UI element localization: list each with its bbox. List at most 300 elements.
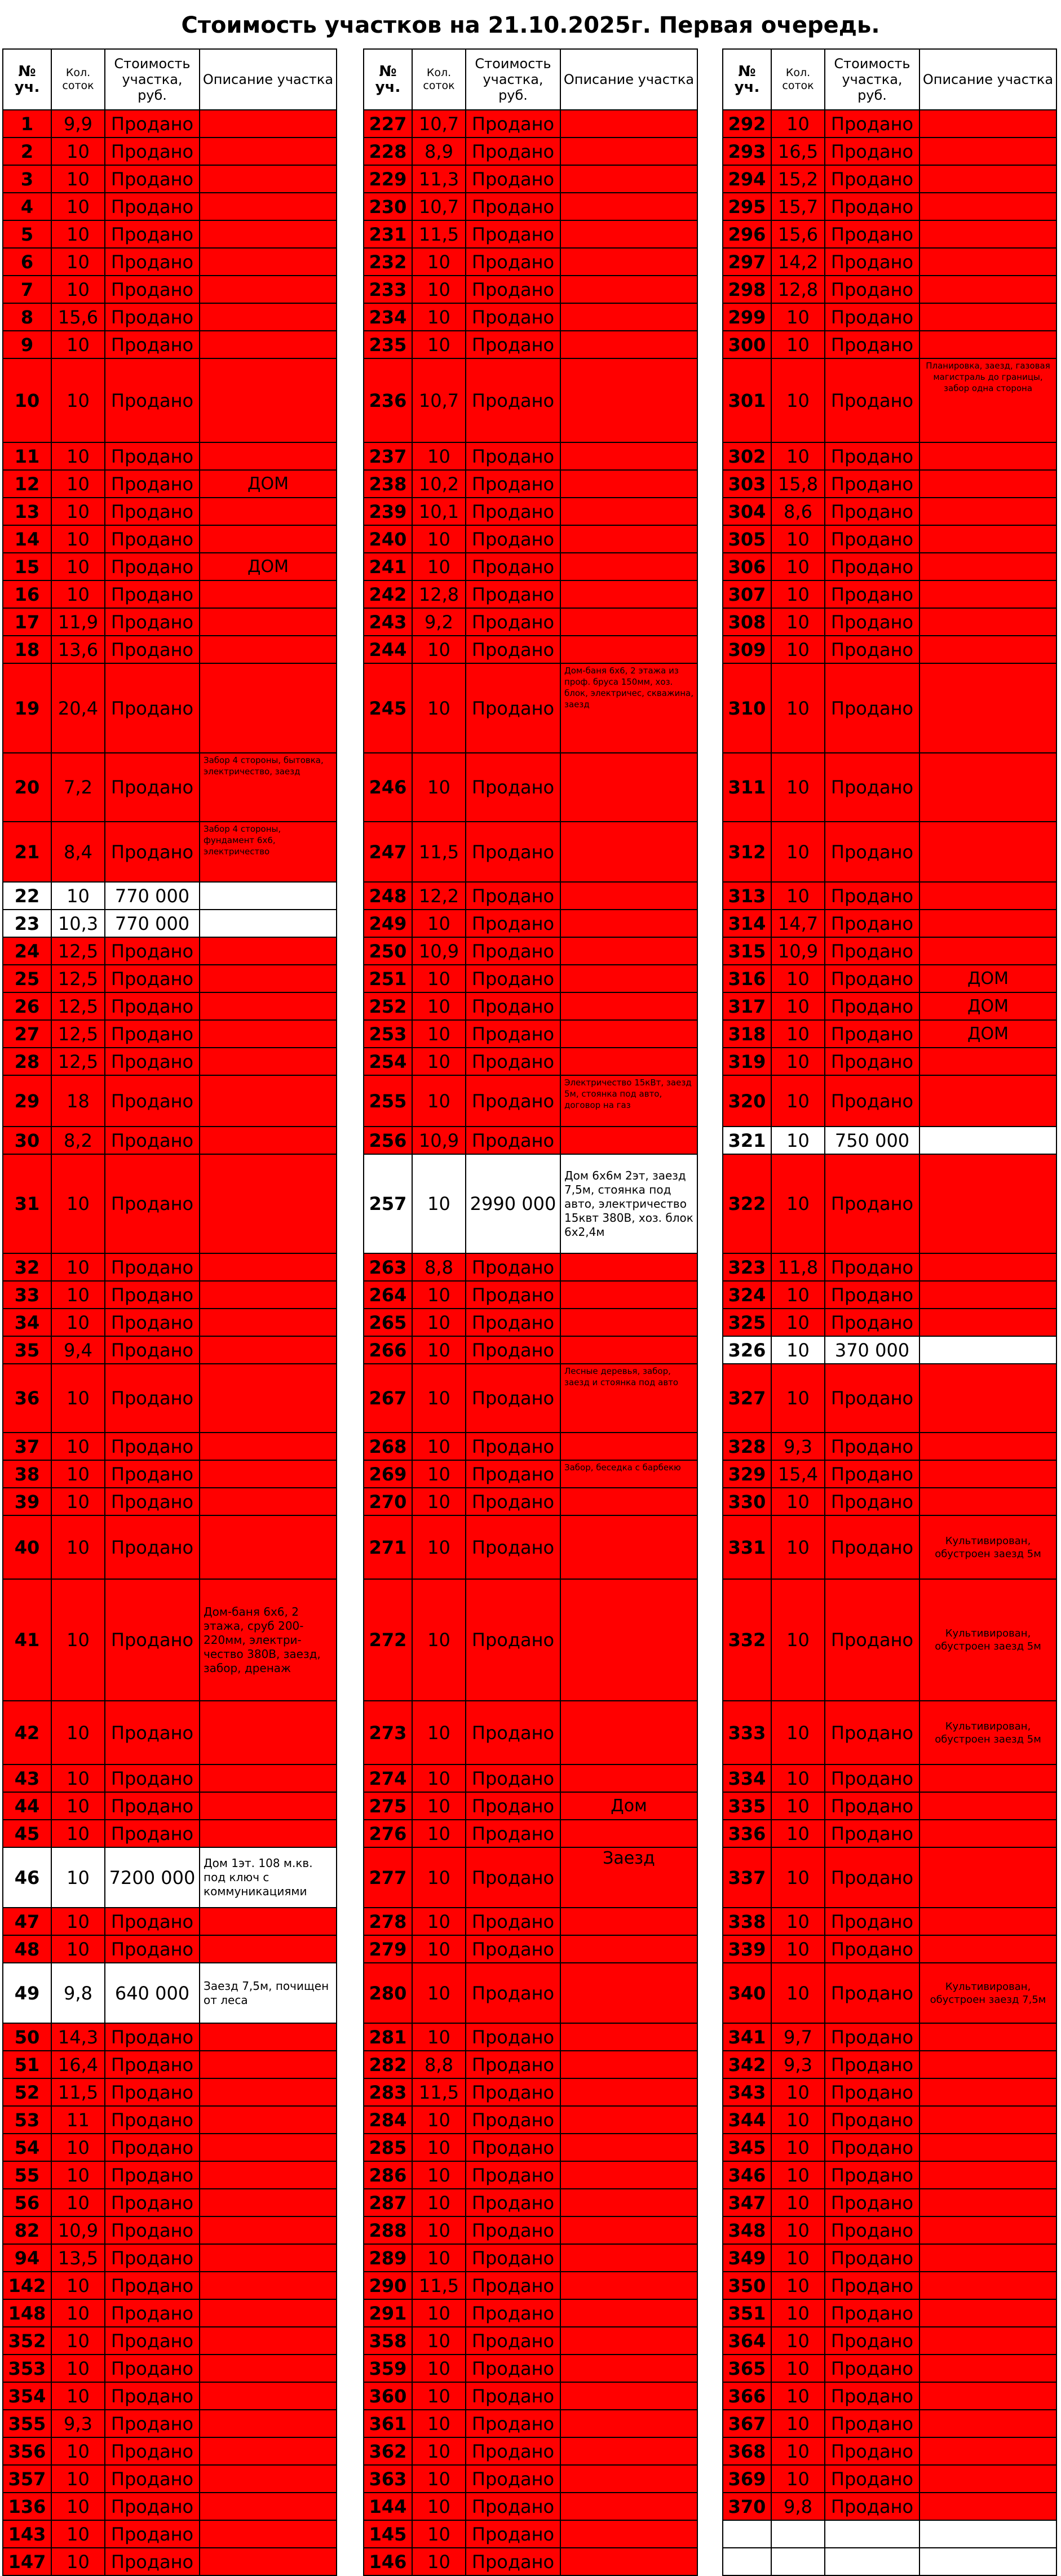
plot-price: Продано — [825, 2189, 919, 2216]
plot-price: Продано — [466, 525, 560, 553]
plot-area: 9,4 — [51, 1336, 105, 1364]
plot-number: 270 — [364, 1488, 412, 1515]
plot-area: 10 — [51, 1515, 105, 1579]
plot-number: 19 — [3, 663, 51, 753]
table-row — [364, 553, 697, 580]
plot-price: Продано — [105, 442, 200, 470]
plot-price: Продано — [105, 1792, 200, 1820]
plot-number: 37 — [3, 1433, 51, 1460]
plot-area: 10 — [51, 1281, 105, 1309]
plot-price: Продано — [105, 2106, 200, 2134]
plot-number: 8 — [3, 303, 51, 331]
plot-number: 365 — [723, 2355, 771, 2382]
plot-area: 10 — [771, 2272, 825, 2299]
plot-description — [919, 2134, 1056, 2161]
plot-price: Продано — [105, 525, 200, 553]
plot-price: Продано — [105, 1253, 200, 1281]
plot-price: Продано — [466, 498, 560, 525]
plot-area: 10 — [412, 1364, 466, 1433]
table-row — [3, 165, 337, 193]
plot-number: 329 — [723, 1460, 771, 1488]
plot-area: 10 — [771, 1764, 825, 1792]
plot-area: 12,5 — [51, 937, 105, 965]
plot-description — [919, 1460, 1056, 1488]
plot-number: 344 — [723, 2106, 771, 2134]
plot-description — [919, 2216, 1056, 2244]
plot-area: 10 — [51, 2327, 105, 2355]
plot-description — [200, 525, 337, 553]
table-row — [364, 2216, 697, 2244]
plot-area: 10 — [412, 2437, 466, 2465]
plot-number: 279 — [364, 1935, 412, 1963]
plot-area: 10 — [771, 525, 825, 553]
plot-price: Продано — [105, 1460, 200, 1488]
plot-price: Продано — [105, 1336, 200, 1364]
table-row — [3, 882, 337, 910]
table-row — [723, 1020, 1056, 1048]
plot-description — [919, 2327, 1056, 2355]
plot-number: 9 — [3, 331, 51, 358]
plot-area: 10 — [412, 2134, 466, 2161]
table-row — [364, 2520, 697, 2548]
header-price: Стоимость участка, руб. — [825, 49, 919, 110]
table-row — [3, 1515, 337, 1579]
plot-description — [200, 2051, 337, 2078]
table-row — [364, 276, 697, 303]
plot-area: 10 — [771, 1364, 825, 1433]
plot-price: 770 000 — [105, 910, 200, 937]
plot-number: 242 — [364, 580, 412, 608]
plot-price: Продано — [825, 822, 919, 882]
plot-description — [560, 753, 697, 822]
plot-price: Продано — [825, 303, 919, 331]
table-row — [364, 580, 697, 608]
plot-price: Продано — [466, 331, 560, 358]
plot-area: 10 — [412, 2493, 466, 2520]
plot-description — [560, 1935, 697, 1963]
table-row — [364, 1820, 697, 1847]
plot-price: Продано — [105, 1764, 200, 1792]
plot-price: Продано — [825, 2272, 919, 2299]
plot-area: 10 — [771, 992, 825, 1020]
plot-price: Продано — [466, 2272, 560, 2299]
plot-price: 7200 000 — [105, 1847, 200, 1908]
plot-description: ДОМ — [200, 553, 337, 580]
plot-number: 303 — [723, 470, 771, 498]
plot-description — [919, 1820, 1056, 1847]
plot-number: 11 — [3, 442, 51, 470]
plot-price: Продано — [825, 470, 919, 498]
plot-description — [560, 138, 697, 165]
plot-description — [200, 2437, 337, 2465]
plot-area: 12,8 — [771, 276, 825, 303]
plot-number: 253 — [364, 1020, 412, 1048]
plot-price: Продано — [105, 2410, 200, 2437]
plot-number: 2 — [3, 138, 51, 165]
table-row — [723, 331, 1056, 358]
plot-description — [560, 1579, 697, 1701]
plot-area: 10 — [412, 1792, 466, 1820]
plot-number: 10 — [3, 358, 51, 442]
plot-area: 10 — [771, 965, 825, 992]
plot-price: Продано — [105, 1020, 200, 1048]
plot-number: 31 — [3, 1154, 51, 1253]
plot-area: 10,9 — [771, 937, 825, 965]
plot-price: Продано — [105, 2327, 200, 2355]
plot-area: 10 — [51, 553, 105, 580]
plot-price: Продано — [825, 248, 919, 276]
plot-price: Продано — [105, 2051, 200, 2078]
plot-description — [560, 276, 697, 303]
plot-number: 268 — [364, 1433, 412, 1460]
plot-area: 11,5 — [412, 2078, 466, 2106]
plot-description — [919, 1488, 1056, 1515]
table-row — [3, 1075, 337, 1127]
plot-number: 13 — [3, 498, 51, 525]
plot-price: Продано — [466, 2520, 560, 2548]
plot-description — [560, 1253, 697, 1281]
plot-description — [919, 553, 1056, 580]
plot-price: Продано — [825, 937, 919, 965]
plot-number: 38 — [3, 1460, 51, 1488]
plot-description: Культивирован, обустроен заезд 5м — [919, 1701, 1056, 1764]
plot-number: 34 — [3, 1309, 51, 1336]
plot-number: 55 — [3, 2161, 51, 2189]
plot-price: Продано — [825, 1764, 919, 1792]
plot-price: Продано — [825, 2355, 919, 2382]
plot-price: Продано — [825, 2023, 919, 2051]
table-row — [723, 1154, 1056, 1253]
table-row — [364, 2493, 697, 2520]
plot-description — [560, 2161, 697, 2189]
plot-description: Планировка, заезд, газовая магистраль до границы, забор одна сторона — [919, 358, 1056, 442]
header-price: Стоимость участка, руб. — [105, 49, 200, 110]
plot-area: 10 — [412, 2023, 466, 2051]
plot-price: 2990 000 — [466, 1154, 560, 1253]
plot-number: 36 — [3, 1364, 51, 1433]
table-row — [723, 1908, 1056, 1935]
plot-price: Продано — [466, 2382, 560, 2410]
plot-price: Продано — [105, 193, 200, 220]
plot-price: Продано — [466, 2355, 560, 2382]
plot-number: 366 — [723, 2382, 771, 2410]
plot-number: 264 — [364, 1281, 412, 1309]
table-row — [723, 2106, 1056, 2134]
plot-number: 145 — [364, 2520, 412, 2548]
plot-number: 52 — [3, 2078, 51, 2106]
plot-number: 325 — [723, 1309, 771, 1336]
plot-description — [919, 1281, 1056, 1309]
table-row — [723, 1935, 1056, 1963]
table-header-row — [723, 49, 1056, 110]
table-row — [364, 1433, 697, 1460]
plot-description — [560, 965, 697, 992]
plot-description — [919, 1908, 1056, 1935]
plot-number: 44 — [3, 1792, 51, 1820]
plot-price: Продано — [466, 110, 560, 138]
header-price: Стоимость участка, руб. — [466, 49, 560, 110]
table-row — [364, 636, 697, 663]
plot-price: Продано — [105, 1364, 200, 1433]
table-row — [723, 276, 1056, 303]
plot-number: 147 — [3, 2548, 51, 2575]
plot-price: Продано — [105, 1820, 200, 1847]
table-row — [3, 663, 337, 753]
plot-area: 15,4 — [771, 1460, 825, 1488]
plot-description — [200, 1048, 337, 1075]
table-row — [723, 2272, 1056, 2299]
plot-number: 351 — [723, 2299, 771, 2327]
plot-number: 289 — [364, 2244, 412, 2272]
plot-area: 10 — [412, 965, 466, 992]
plot-number: 251 — [364, 965, 412, 992]
table-row — [3, 1908, 337, 1935]
plot-description — [560, 2078, 697, 2106]
plot-number: 364 — [723, 2327, 771, 2355]
table-row — [3, 193, 337, 220]
plot-price: Продано — [466, 276, 560, 303]
plot-area: 10 — [771, 882, 825, 910]
table-row — [723, 1253, 1056, 1281]
plot-area: 10 — [771, 2134, 825, 2161]
plot-number: 46 — [3, 1847, 51, 1908]
plot-area: 10 — [771, 663, 825, 753]
plot-area: 10 — [412, 1579, 466, 1701]
plot-description — [560, 2548, 697, 2575]
plot-area: 10 — [51, 1154, 105, 1253]
plot-number: 343 — [723, 2078, 771, 2106]
plot-area: 10 — [412, 1847, 466, 1908]
plot-price: Продано — [466, 1075, 560, 1127]
plot-price: Продано — [466, 1281, 560, 1309]
table-row — [723, 2244, 1056, 2272]
plot-price: Продано — [105, 1048, 200, 1075]
plot-price: Продано — [466, 1764, 560, 1792]
table-row — [723, 1701, 1056, 1764]
plot-number: 314 — [723, 910, 771, 937]
plot-area: 10 — [412, 331, 466, 358]
plot-number: 357 — [3, 2465, 51, 2493]
plot-number: 324 — [723, 1281, 771, 1309]
plot-price: Продано — [105, 1579, 200, 1701]
table-row — [3, 276, 337, 303]
plot-price: Продано — [825, 1075, 919, 1127]
plot-price: Продано — [105, 1701, 200, 1764]
plot-number: 335 — [723, 1792, 771, 1820]
plot-number: 293 — [723, 138, 771, 165]
plot-price: Продано — [825, 1460, 919, 1488]
plot-number: 308 — [723, 608, 771, 636]
plot-description — [200, 1460, 337, 1488]
plot-price: Продано — [825, 331, 919, 358]
table-row — [364, 1281, 697, 1309]
plot-number: 332 — [723, 1579, 771, 1701]
plot-price: Продано — [466, 303, 560, 331]
plot-area: 10 — [51, 1701, 105, 1764]
plot-number: 27 — [3, 1020, 51, 1048]
plot-number: 235 — [364, 331, 412, 358]
table-row — [3, 2520, 337, 2548]
plot-price: Продано — [825, 1515, 919, 1579]
plot-area: 10 — [771, 1847, 825, 1908]
table-row — [3, 1020, 337, 1048]
plot-area: 18 — [51, 1075, 105, 1127]
plot-number: 352 — [3, 2327, 51, 2355]
plot-number: 342 — [723, 2051, 771, 2078]
plot-number: 249 — [364, 910, 412, 937]
table-row-empty — [723, 2520, 1056, 2548]
plot-description — [919, 1309, 1056, 1336]
plot-description — [200, 1820, 337, 1847]
plot-description — [919, 303, 1056, 331]
plot-description — [919, 882, 1056, 910]
plot-description — [560, 220, 697, 248]
table-row — [364, 2134, 697, 2161]
plot-number: 363 — [364, 2465, 412, 2493]
plot-price: Продано — [825, 2327, 919, 2355]
table-row — [364, 2272, 697, 2299]
plot-area: 10 — [51, 1908, 105, 1935]
plot-number: 231 — [364, 220, 412, 248]
plot-description — [200, 193, 337, 220]
plot-price: Продано — [466, 2051, 560, 2078]
plot-price: Продано — [825, 220, 919, 248]
plot-number: 15 — [3, 553, 51, 580]
table-row — [364, 2548, 697, 2575]
plot-description — [200, 608, 337, 636]
plot-price: Продано — [466, 1847, 560, 1908]
table-row — [364, 1515, 697, 1579]
plot-price: Продано — [825, 1701, 919, 1764]
plot-area: 10 — [412, 1820, 466, 1847]
plot-description — [200, 2161, 337, 2189]
plot-description — [200, 331, 337, 358]
table-row — [364, 1847, 697, 1908]
plot-price: Продано — [466, 1127, 560, 1154]
plot-price: Продано — [825, 553, 919, 580]
plot-description — [560, 248, 697, 276]
plot-area: 10 — [412, 753, 466, 822]
table-row — [723, 1820, 1056, 1847]
plot-description — [919, 442, 1056, 470]
plot-area: 10 — [51, 2272, 105, 2299]
plot-description — [560, 2327, 697, 2355]
table-row — [723, 753, 1056, 822]
table-row — [3, 1309, 337, 1336]
plot-description — [919, 580, 1056, 608]
table-row — [3, 580, 337, 608]
plot-price: Продано — [466, 753, 560, 822]
table-row — [723, 636, 1056, 663]
plot-price: Продано — [825, 2299, 919, 2327]
plot-description — [919, 1075, 1056, 1127]
plot-area: 10,9 — [412, 1127, 466, 1154]
table-row — [723, 138, 1056, 165]
plot-price: Продано — [105, 2493, 200, 2520]
plot-description: Дом-баня 6х6, 2 этажа, сруб 200-220мм, электри-чество 380В, заезд, забор, дренаж — [200, 1579, 337, 1701]
plot-description — [919, 2244, 1056, 2272]
header-description: Описание участка — [200, 49, 337, 110]
plot-area: 8,2 — [51, 1127, 105, 1154]
table-row — [364, 608, 697, 636]
plot-area: 10 — [771, 1127, 825, 1154]
plot-price: Продано — [105, 2134, 200, 2161]
plot-price: Продано — [466, 165, 560, 193]
plot-number: 317 — [723, 992, 771, 1020]
plot-number: 244 — [364, 636, 412, 663]
plot-description — [919, 2299, 1056, 2327]
table-row — [364, 1935, 697, 1963]
plot-area: 10 — [412, 1908, 466, 1935]
plot-description — [560, 2272, 697, 2299]
plot-price: Продано — [466, 2465, 560, 2493]
table-row — [3, 1127, 337, 1154]
table-row — [3, 110, 337, 138]
plot-number: 290 — [364, 2272, 412, 2299]
plot-area: 10 — [771, 1488, 825, 1515]
table-row — [723, 2023, 1056, 2051]
plots-table-2 — [363, 48, 698, 2576]
plot-price: Продано — [466, 2244, 560, 2272]
plot-area: 9,7 — [771, 2023, 825, 2051]
plot-number: 237 — [364, 442, 412, 470]
plot-price: Продано — [825, 2216, 919, 2244]
plot-area: 10 — [771, 358, 825, 442]
table-row — [723, 553, 1056, 580]
plot-description — [200, 220, 337, 248]
plot-description — [560, 2051, 697, 2078]
plot-area: 10 — [412, 1048, 466, 1075]
table-row — [3, 442, 337, 470]
plot-description — [919, 138, 1056, 165]
table-row — [3, 1336, 337, 1364]
table-row — [3, 248, 337, 276]
plot-price: Продано — [105, 2272, 200, 2299]
table-row — [3, 2465, 337, 2493]
table-row — [723, 2355, 1056, 2382]
table-row — [3, 1579, 337, 1701]
plot-number: 309 — [723, 636, 771, 663]
plot-area: 10,2 — [412, 470, 466, 498]
plot-number: 339 — [723, 1935, 771, 1963]
plot-area: 10 — [412, 1281, 466, 1309]
plot-description — [560, 193, 697, 220]
plot-description — [919, 1364, 1056, 1433]
plot-description — [200, 2327, 337, 2355]
plot-description — [560, 2437, 697, 2465]
plot-area: 10 — [51, 331, 105, 358]
plot-price: Продано — [825, 1935, 919, 1963]
plot-price: Продано — [825, 1792, 919, 1820]
table-row — [364, 1701, 697, 1764]
table-row — [364, 1460, 697, 1488]
table-row — [723, 2493, 1056, 2520]
plot-description — [560, 1820, 697, 1847]
table-row — [3, 753, 337, 822]
plot-area: 10 — [771, 1336, 825, 1364]
plot-number: 269 — [364, 1460, 412, 1488]
plot-description: Дом 6х6м 2эт, заезд 7,5м, стоянка под авто, электричество 15квт 380В, хоз. блок 6х2,4м — [560, 1154, 697, 1253]
plot-description — [200, 1488, 337, 1515]
plot-number: 367 — [723, 2410, 771, 2437]
plot-area: 10 — [412, 1515, 466, 1579]
plot-area: 10 — [412, 663, 466, 753]
plot-description — [560, 358, 697, 442]
table-row — [364, 2106, 697, 2134]
plot-area: 10 — [51, 1820, 105, 1847]
table-row — [364, 1127, 697, 1154]
plot-number: 35 — [3, 1336, 51, 1364]
